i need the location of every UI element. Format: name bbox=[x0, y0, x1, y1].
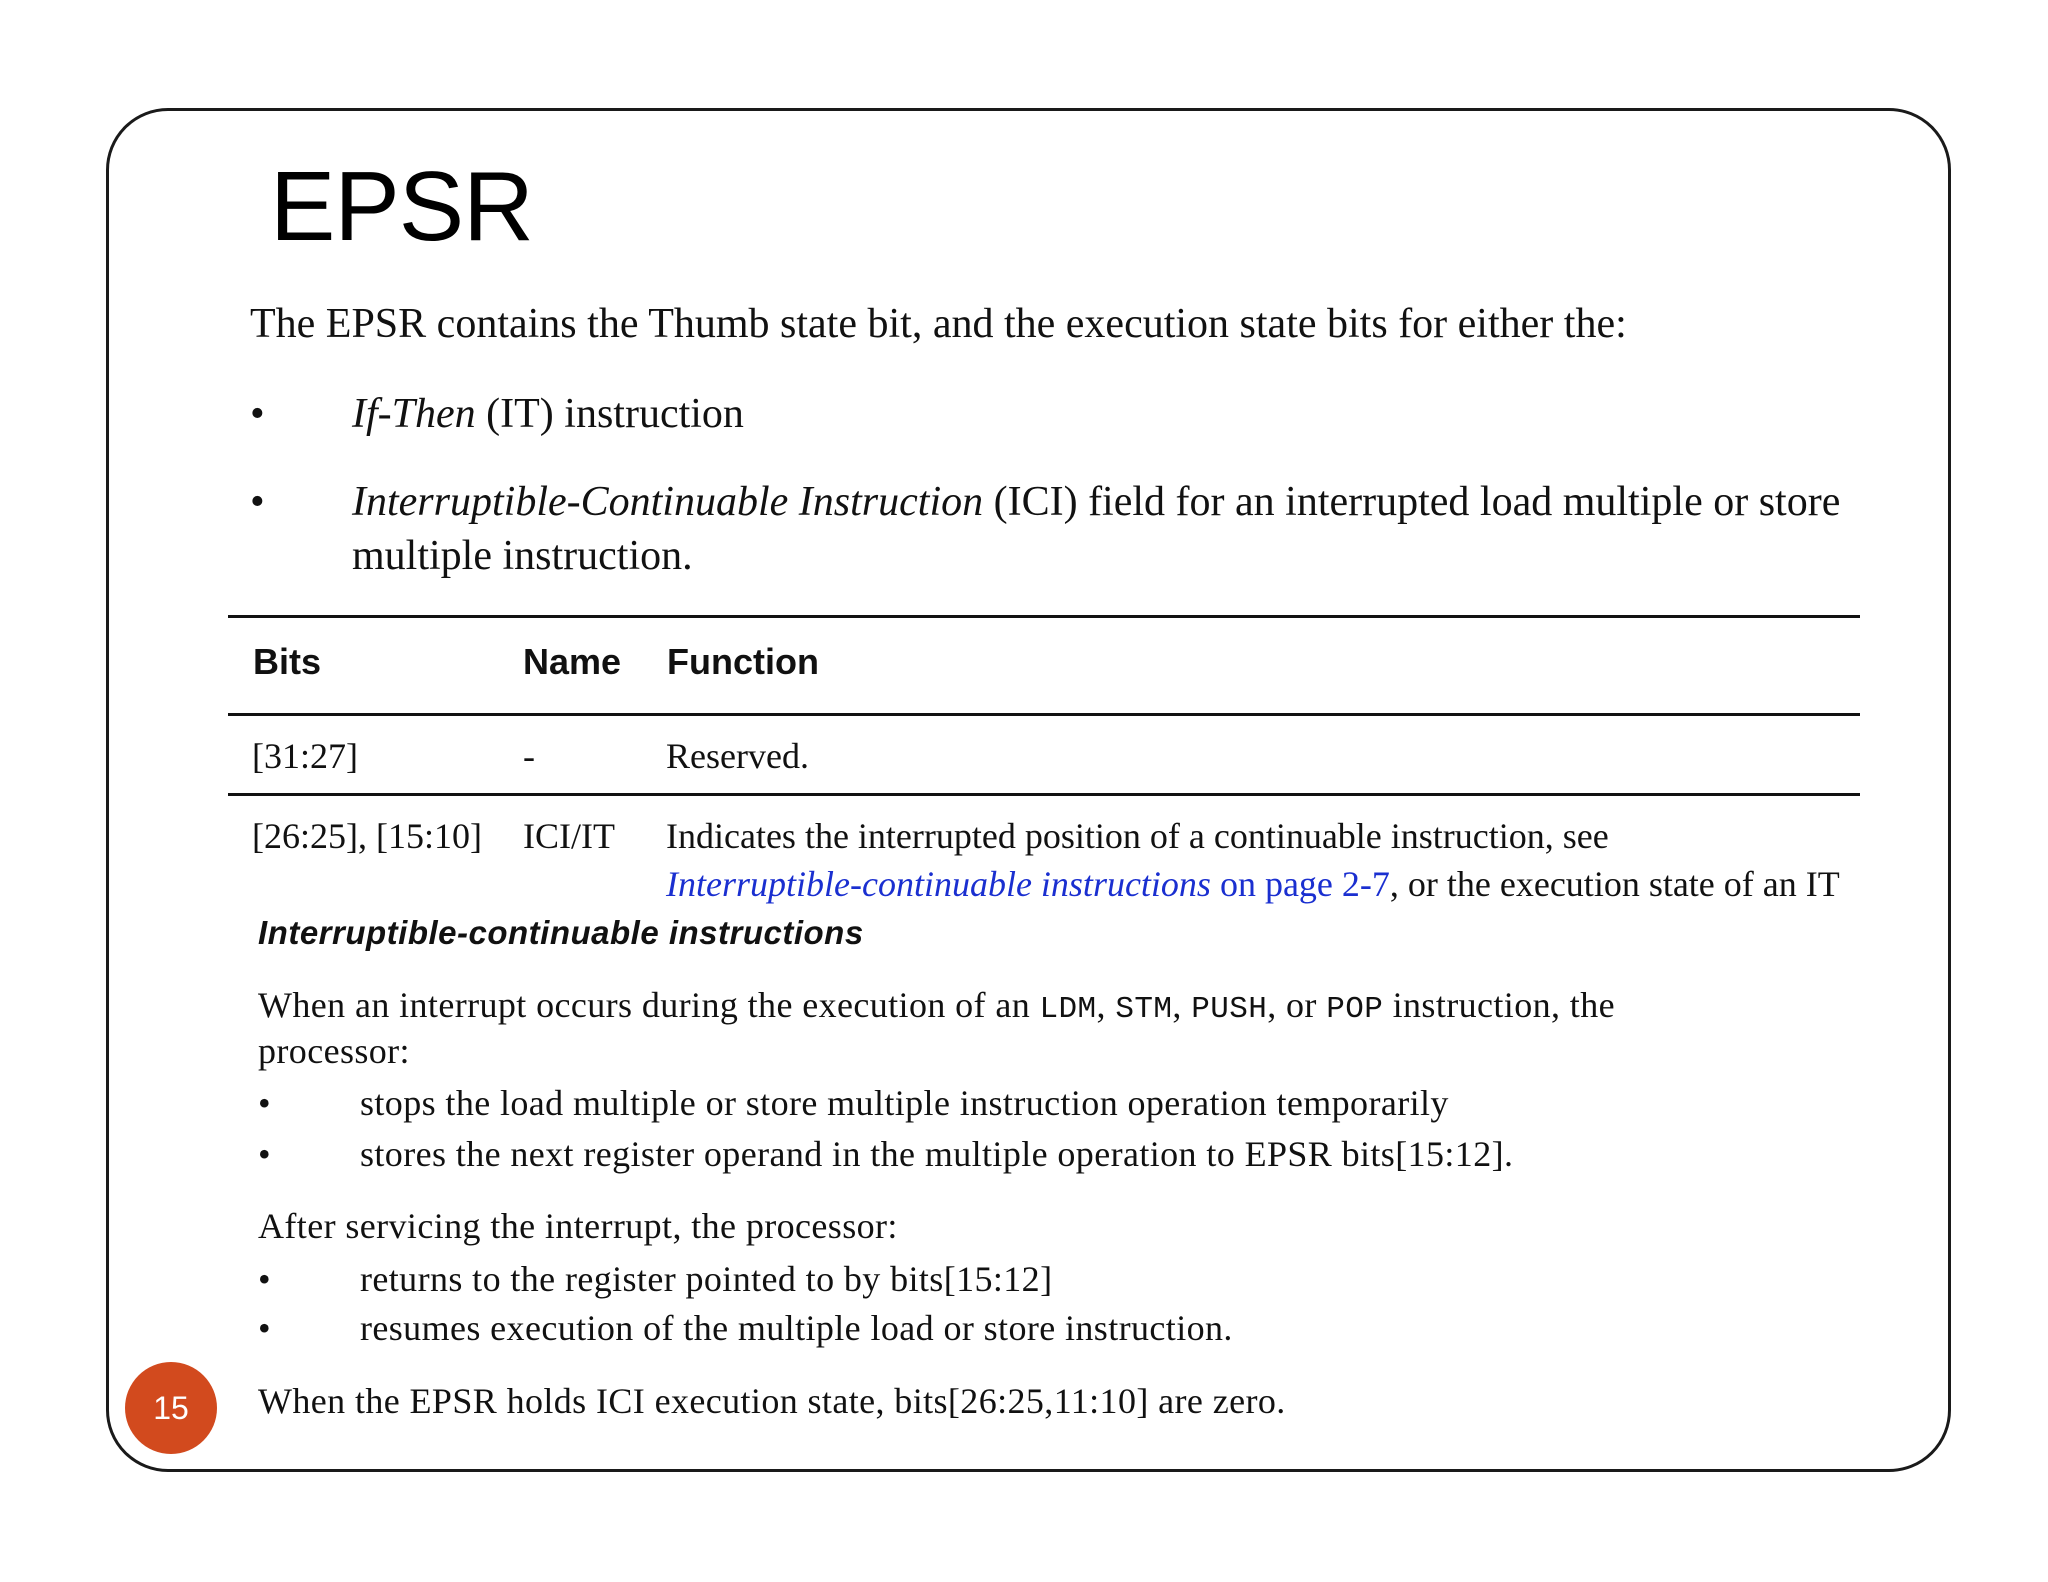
slide-title: EPSR bbox=[270, 151, 533, 261]
bullet-text-continued: multiple instruction. bbox=[352, 533, 693, 579]
cell-name: ICI/IT bbox=[523, 816, 615, 856]
table-row-rule bbox=[228, 793, 1860, 796]
cell-name: - bbox=[523, 736, 535, 776]
page-number-badge: 15 bbox=[125, 1362, 217, 1454]
bullet-text: If-Then (IT) instruction bbox=[352, 391, 744, 437]
bullet-glyph: • bbox=[250, 479, 265, 525]
intro-text: The EPSR contains the Thumb state bit, and the execution state bits for either the: bbox=[250, 301, 1627, 347]
section-paragraph-1: When an interrupt occurs during the execution of an LDM, STM, PUSH, or POP instruction, the bbox=[258, 985, 1615, 1027]
cell-function: Reserved. bbox=[666, 736, 809, 776]
table-header-rule bbox=[228, 713, 1860, 716]
section-heading: Interruptible-continuable instructions bbox=[258, 914, 864, 951]
cross-reference-link[interactable]: Interruptible-continuable instructions on page 2-7 bbox=[666, 864, 1390, 904]
table-header-function: Function bbox=[667, 641, 819, 682]
table-header-name: Name bbox=[523, 641, 622, 682]
bullet-glyph: • bbox=[250, 391, 265, 437]
cell-function: Indicates the interrupted position of a continuable instruction, see bbox=[666, 816, 1609, 856]
table-header-bits: Bits bbox=[253, 641, 322, 682]
cell-bits: [26:25], [15:10] bbox=[252, 816, 482, 856]
table-top-rule bbox=[228, 615, 1860, 618]
cell-function-continued: Interruptible-continuable instructions on page 2-7, or the execution state of an IT bbox=[666, 864, 1840, 904]
section-paragraph-3: When the EPSR holds ICI execution state, bits[26:25,11:10] are zero. bbox=[258, 1381, 1286, 1421]
cell-bits: [31:27] bbox=[252, 736, 358, 776]
bullet-text: Interruptible-Continuable Instruction (ICI) field for an interrupted load multiple or store bbox=[352, 479, 1841, 525]
section-paragraph-1-continued: processor: bbox=[258, 1031, 410, 1071]
section-paragraph-2: After servicing the interrupt, the processor: bbox=[258, 1206, 898, 1246]
